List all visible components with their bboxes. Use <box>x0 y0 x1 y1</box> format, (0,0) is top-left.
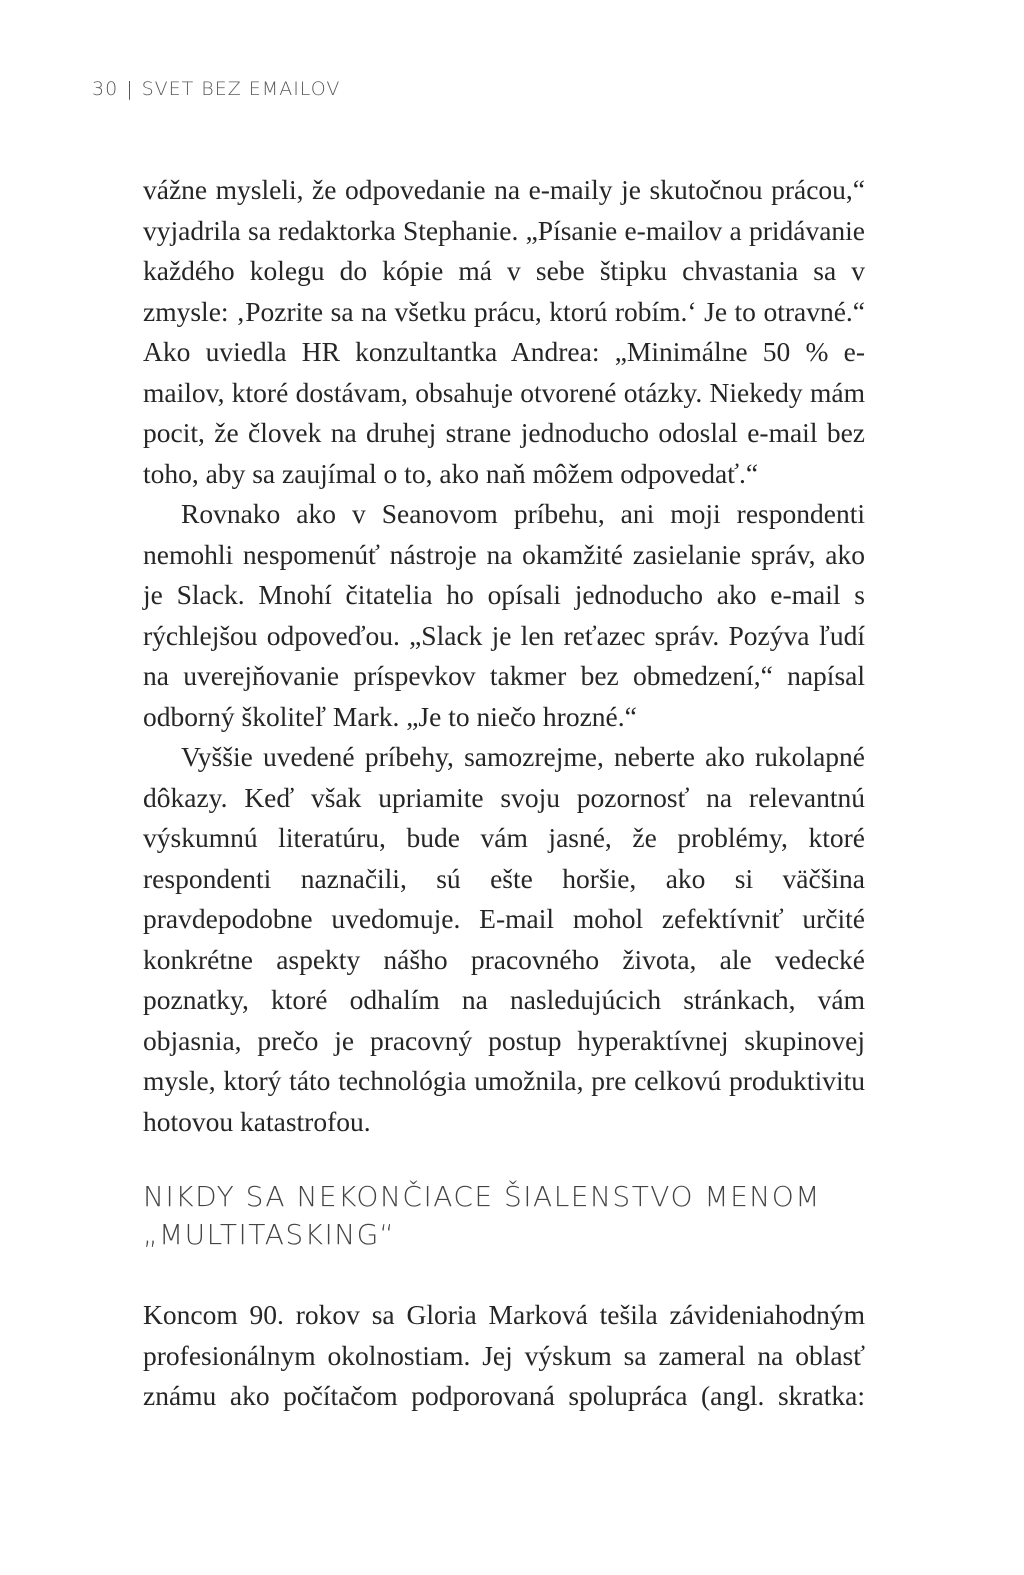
paragraph-continued: vážne mysleli, že odpovedanie na e-maily je skutočnou prácou,“ vyjadrila sa redaktorka Stephanie. „Písanie e-mailov a pridávanie každého kolegu do kópie má v sebe štipku chvastania sa v zmysle: ‚Pozrite sa na všetku prácu, ktorú robím.‘ Je to otravné.“ Ako uviedla HR konzultantka Andrea: „Minimálne 50 % e-mailov, ktoré dostávam, obsahuje otvorené otázky. Niekedy mám pocit, že človek na druhej strane jednoducho odoslal e-mail bez toho, aby sa zaujímal o to, ako naň môžem odpovedať.“ <box>143 174 865 489</box>
body-text-bottom <box>143 1295 865 1417</box>
page-number: 30 <box>92 78 119 100</box>
section-heading: NIKDY SA NEKONČIACE ŠIALENSTVO MENOM „MULTITASKING“ <box>143 1180 821 1251</box>
paragraph-slack: Rovnako ako v Seanovom príbehu, ani moji respondenti nemohli nespomenúť nástroje na okamžité zasielanie správ, ako je Slack. Mnohí čitatelia ho opísali jednoducho ako e-mail s rýchlejšou odpoveďou. „Slack je len reťazec správ. Pozýva ľudí na uverejňovanie príspevkov takmer bez obmedzení,“ napísal odborný školiteľ Mark. „Je to niečo hrozné.“ <box>143 498 865 732</box>
paragraph-gloria: Koncom 90. rokov sa Gloria Marková tešila závideniahodným profesionálnym okolnostiam. Jej výskum sa zameral na oblasť známu ako počítačom podporovaná spolupráca (angl. skratka: <box>143 1299 865 1411</box>
running-header <box>92 78 340 100</box>
header-separator: | <box>126 78 134 100</box>
paragraph-research: Vyššie uvedené príbehy, samozrejme, neberte ako rukolapné dôkazy. Keď však upriamite svoju pozornosť na relevantnú výskumnú literatúru, bude vám jasné, že problémy, ktoré respondenti naznačili, sú ešte horšie, ako si väčšina pravdepodobne uvedomuje. E-mail mohol zefektívniť určité konkrétne aspekty nášho pracovného života, ale vedecké poznatky, ktoré odhalím na nasledujúcich stránkach, vám objasnia, prečo je pracovný postup hyperaktívnej skupinovej mysle, ktorý táto technológia umožnila, pre celkovú produktivitu hotovou katastrofou. <box>143 741 865 1137</box>
running-title: SVET BEZ EMAILOV <box>141 78 341 100</box>
body-text-top <box>143 170 865 1142</box>
